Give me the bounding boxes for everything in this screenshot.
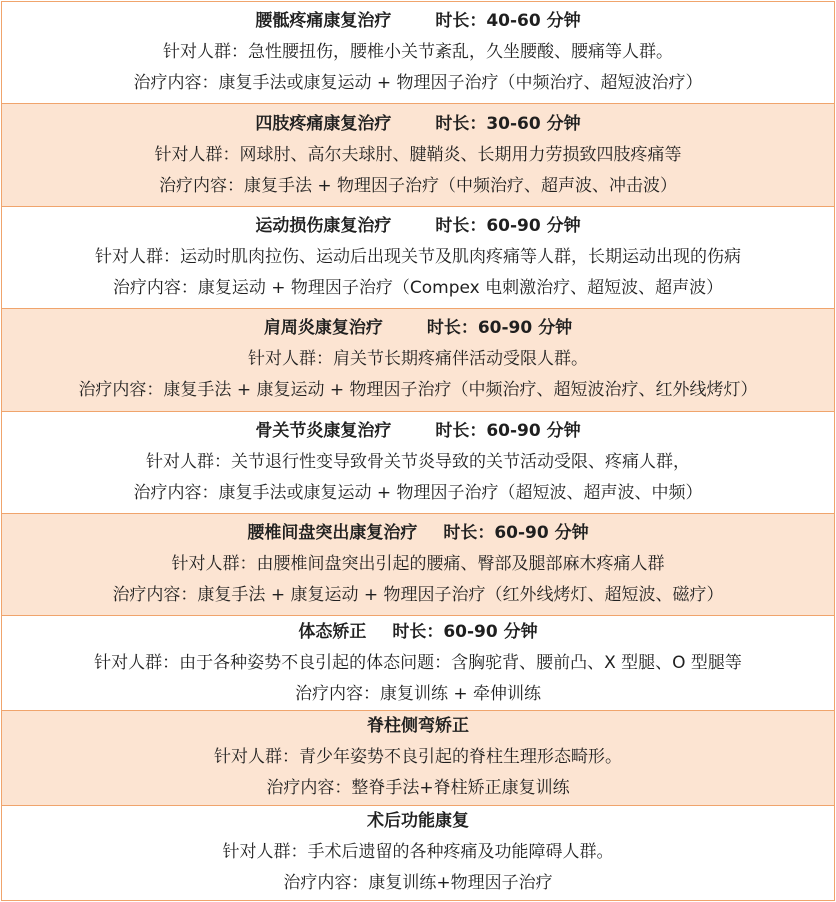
table-row [2,104,834,206]
table-row [2,207,834,309]
row-title [298,617,537,648]
row-duration: 时长：60-90 分钟 [435,216,581,237]
row-title [264,313,572,344]
row-title-name: 四肢疼痛康复治疗 [255,113,392,134]
row-target: 针对人群：手术后遗留的各种疼痛及功能障碍人群。 [222,842,614,863]
row-title-name: 脊柱侧弯矫正 [367,716,469,737]
row-duration: 时长：40-60 分钟 [435,11,581,32]
therapy-table [1,1,835,901]
row-title-name: 运动损伤康复治疗 [255,216,392,237]
table-row [2,412,834,514]
row-duration: 时长：60-90 分钟 [435,420,581,441]
row-target: 针对人群：急性腰扭伤，腰椎小关节紊乱，久坐腰酸、腰痛等人群。 [163,42,673,63]
row-content: 治疗内容：康复手法 + 物理因子治疗（中频治疗、超声波、冲击波） [158,175,678,196]
table-row [2,806,834,901]
table-row [2,711,834,806]
table-row [2,616,834,711]
row-title-name: 腰椎间盘突出康复治疗 [247,523,418,544]
row-content: 治疗内容：整脊手法+脊柱矫正康复训练 [266,778,570,799]
row-duration: 时长：30-60 分钟 [435,113,581,134]
table-row [2,309,834,411]
row-target: 针对人群：肩关节长期疼痛伴活动受限人群。 [248,349,588,370]
table-row [2,2,834,104]
row-title-name: 体态矫正 [298,621,367,642]
row-content: 治疗内容：康复训练+物理因子治疗 [283,873,553,894]
row-target: 针对人群：关节退行性变导致骨关节炎导致的关节活动受限、疼痛人群， [146,451,690,472]
row-content: 治疗内容：康复手法或康复运动 + 物理因子治疗（超短波、超声波、中频） [133,482,703,503]
row-title [255,109,580,140]
row-content: 治疗内容：康复手法 + 康复运动 + 物理因子治疗（红外线烤灯、超短波、磁疗） [112,585,724,606]
row-title-name: 骨关节炎康复治疗 [255,420,392,441]
row-duration: 时长：60-90 分钟 [443,523,589,544]
row-target: 针对人群：网球肘、高尔夫球肘、腱鞘炎、长期用力劳损致四肢疼痛等 [154,144,682,165]
row-content: 治疗内容：康复手法或康复运动 + 物理因子治疗（中频治疗、超短波治疗） [133,73,703,94]
row-content: 治疗内容：康复训练 + 牵伸训练 [294,683,542,704]
row-title-name: 术后功能康复 [367,811,469,832]
row-title-name: 腰骶疼痛康复治疗 [255,11,392,32]
row-title-name: 肩周炎康复治疗 [263,318,383,339]
row-content: 治疗内容：康复手法 + 康复运动 + 物理因子治疗（中频治疗、超短波治疗、红外线烤灯） [78,380,758,401]
row-target: 针对人群：运动时肌肉拉伤、运动后出现关节及肌肉疼痛等人群，长期运动出现的伤病 [95,247,741,268]
table-row [2,514,834,616]
row-title [367,711,469,742]
row-title [255,416,580,447]
row-title [255,6,580,37]
row-title [367,806,469,837]
row-target: 针对人群：由腰椎间盘突出引起的腰痛、臀部及腿部麻木疼痛人群 [171,554,665,575]
row-duration: 时长：60-90 分钟 [426,318,573,339]
row-duration: 时长：60-90 分钟 [392,621,538,642]
row-target: 针对人群：由于各种姿势不良引起的体态问题：含胸驼背、腰前凸、X 型腿、O 型腿等 [94,652,742,673]
row-content: 治疗内容：康复运动 + 物理因子治疗（Compex 电刺激治疗、超短波、超声波） [112,278,724,299]
row-title [255,211,580,242]
row-target: 针对人群：青少年姿势不良引起的脊柱生理形态畸形。 [214,747,622,768]
row-title [247,518,588,549]
